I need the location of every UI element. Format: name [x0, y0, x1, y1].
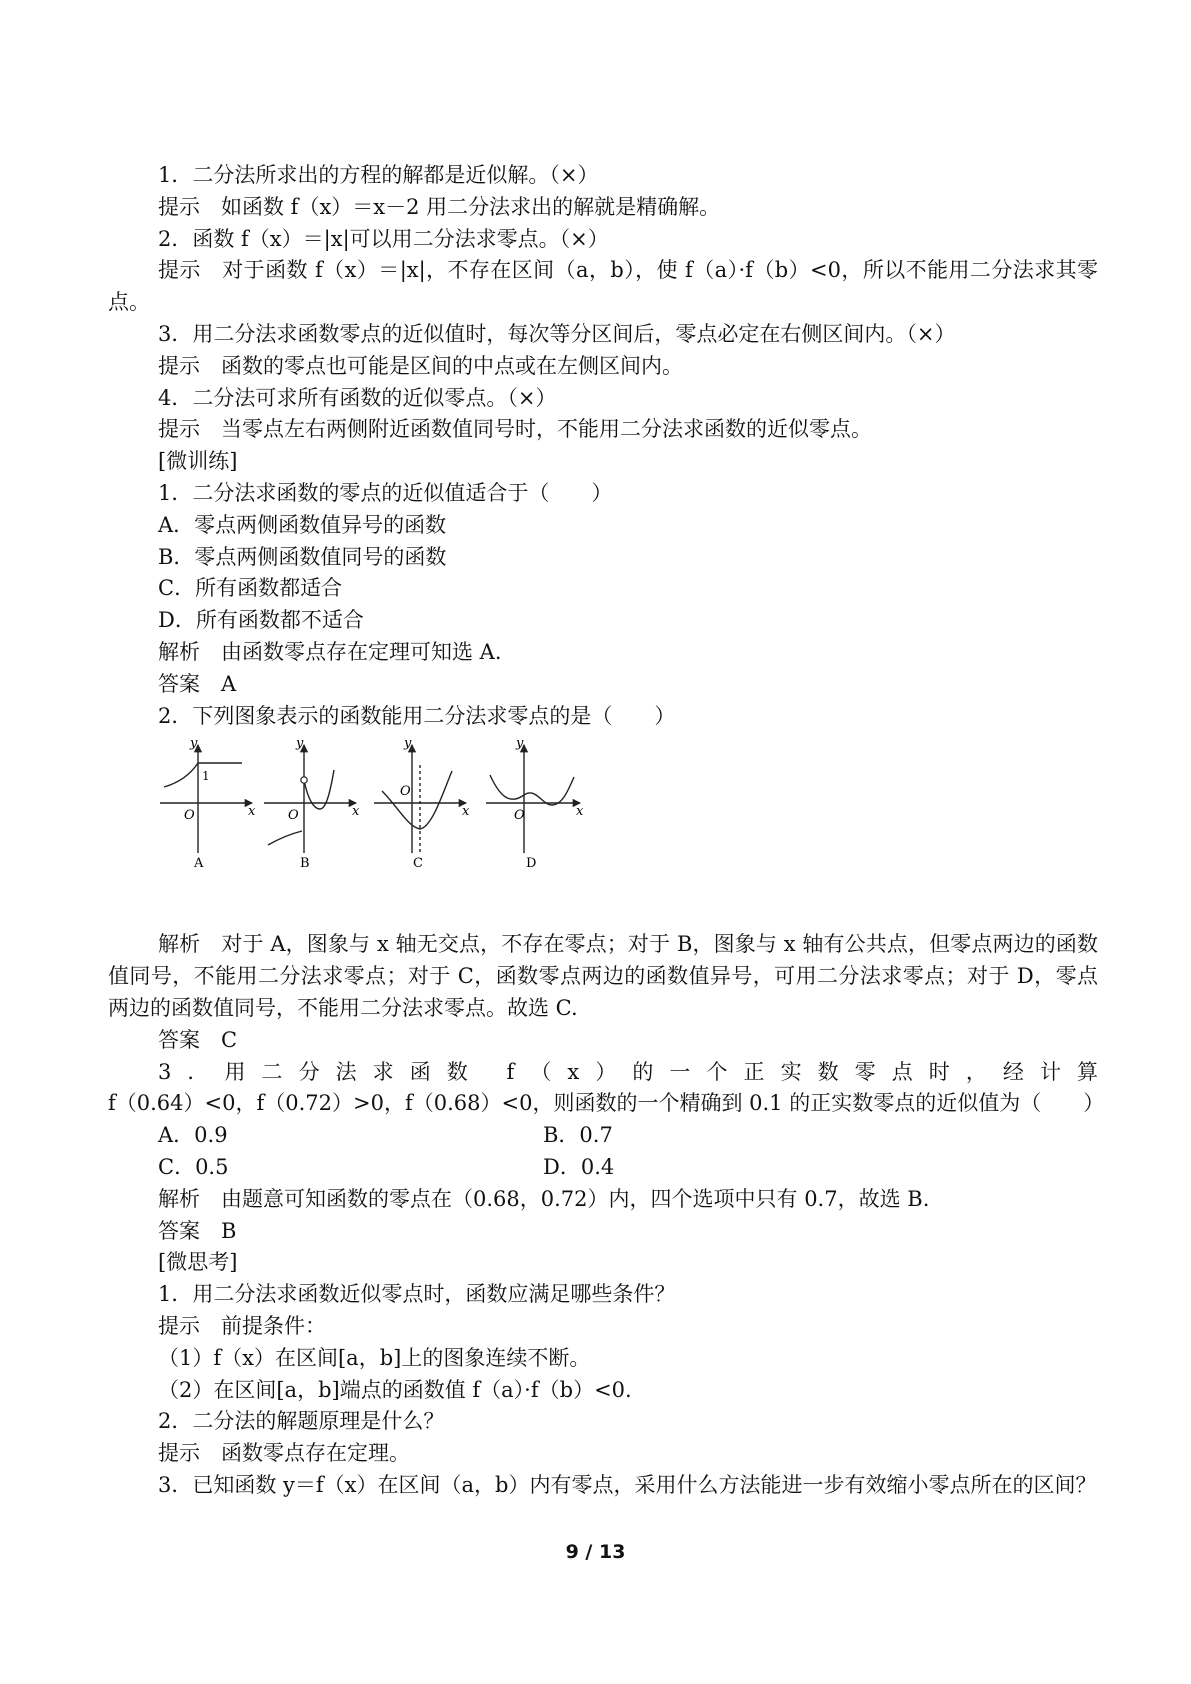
thinking-question-3: 3．已知函数 y＝f（x）在区间（a，b）内有零点，采用什么方法能进一步有效缩小零点所在的区间？: [158, 1472, 1097, 1497]
graph-b-open-point: [301, 777, 307, 783]
graph-b-y-label: y: [296, 736, 304, 752]
thinking-question-2: 2．二分法的解题原理是什么？: [158, 1409, 445, 1434]
graph-c-x-label: x: [462, 804, 470, 820]
graph-b-origin: O: [288, 808, 299, 824]
page-number: 9 / 13: [565, 1541, 626, 1563]
graph-a-x-label: x: [248, 804, 256, 820]
question-1-option-d: D．所有函数都不适合: [158, 608, 364, 633]
question-2-answer: 答案 C: [158, 1027, 238, 1052]
question-3-answer: 答案 B: [158, 1218, 237, 1243]
content-body: [108, 160, 1105, 1502]
statement-1: 1．二分法所求出的方程的解都是近似解。（×）: [158, 163, 599, 187]
section-heading-practice: [微训练]: [158, 449, 238, 474]
graph-a-origin: O: [184, 808, 195, 824]
thinking-question-1: 1．用二分法求函数近似零点时，函数应满足哪些条件？: [158, 1282, 676, 1307]
graph-d-curve: [490, 775, 574, 805]
graph-a-curve: [164, 763, 198, 787]
statement-4: 4．二分法可求所有函数的近似零点。（×）: [158, 385, 557, 410]
thinking-condition-1: （1）f（x）在区间[a，b]上的图象连续不断。: [158, 1345, 591, 1370]
graph-b-left-curve: [268, 831, 302, 845]
statement-3: 3．用二分法求函数零点的近似值时，每次等分区间后，零点必定在右侧区间内。（×）: [158, 321, 956, 346]
hint-2: 提示 对于函数 f（x）＝|x|，不存在区间（a，b），使 f（a）·f（b）<0，所以不能用二分法求其零点。: [108, 258, 1098, 315]
graph-c-label: C: [413, 856, 423, 872]
thinking-hint-2: 提示 函数零点存在定理。: [158, 1441, 410, 1466]
graphs-svg: [160, 735, 620, 923]
thinking-condition-2: （2）在区间[a，b]端点的函数值 f（a）·f（b）<0.: [158, 1377, 632, 1402]
graph-c-origin: O: [400, 784, 411, 800]
question-3-option-b: B．0.7: [543, 1123, 613, 1148]
graph-d: [486, 745, 580, 853]
question-1-analysis: 解析 由函数零点存在定理可知选 A.: [158, 639, 502, 664]
question-1: 1．二分法求函数的零点的近似值适合于（ ）: [158, 480, 613, 505]
graph-d-x-label: x: [576, 804, 584, 820]
question-3-option-c: C．0.5: [158, 1154, 229, 1179]
function-graphs: [160, 735, 1098, 923]
question-3-option-d: D．0.4: [543, 1154, 615, 1179]
graph-a-one: 1: [202, 769, 210, 784]
question-1-option-a: A．零点两侧函数值异号的函数: [158, 512, 447, 537]
question-1-option-c: C．所有函数都适合: [158, 576, 343, 601]
hint-1: 提示 如函数 f（x）＝x－2 用二分法求出的解就是精确解。: [158, 194, 721, 219]
graph-c-y-label: y: [404, 736, 412, 752]
question-3-options-row-2: [108, 1152, 1098, 1184]
question-1-option-b: B．零点两侧函数值同号的函数: [158, 544, 447, 569]
statement-2: 2．函数 f（x）＝|x|可以用二分法求零点。（×）: [158, 226, 609, 251]
graph-d-origin: O: [514, 808, 525, 824]
hint-3: 提示 函数的零点也可能是区间的中点或在左侧区间内。: [158, 353, 683, 378]
question-2: 2．下列图象表示的函数能用二分法求零点的是（ ）: [158, 703, 676, 728]
graph-b-label: B: [300, 856, 310, 872]
graph-d-y-label: y: [516, 736, 524, 752]
question-3-option-a: A．0.9: [158, 1123, 228, 1148]
question-3-analysis: 解析 由题意可知函数的零点在（0.68，0.72）内，四个选项中只有 0.7，故选 B.: [158, 1186, 930, 1211]
graph-c: [374, 745, 466, 853]
graph-c-curve: [382, 771, 452, 829]
graph-a-y-label: y: [190, 736, 198, 752]
section-heading-thinking: [微思考]: [158, 1250, 238, 1275]
graph-d-label: D: [526, 856, 537, 872]
thinking-hint-1: 提示 前提条件：: [158, 1313, 326, 1338]
graph-a-label: A: [194, 856, 204, 872]
question-3-line-2: f（0.64）<0，f（0.72）>0，f（0.68）<0，则函数的一个精确到 0.1 的正实数零点的近似值为（ ）: [108, 1091, 1105, 1116]
graph-b-x-label: x: [352, 804, 360, 820]
question-2-analysis: 解析 对于 A，图象与 x 轴无交点，不存在零点；对于 B，图象与 x 轴有公共点，但零点两边的函数值同号，不能用二分法求零点；对于 C，函数零点两边的函数值异号，可用二分法求零点；对于 D，零点两边的函数值同号，不能用二分法求零点。故选 C.: [108, 932, 1098, 1020]
question-1-answer: 答案 A: [158, 671, 237, 696]
hint-4: 提示 当零点左右两侧附近函数值同号时，不能用二分法求函数的近似零点。: [158, 417, 872, 442]
question-3-line-1: 3．用二分法求函数 f（x）的一个正实数零点时，经计算: [158, 1059, 1098, 1084]
question-3-options-row-1: [108, 1120, 1098, 1152]
graph-a: [160, 745, 252, 853]
graph-b: [264, 745, 356, 853]
